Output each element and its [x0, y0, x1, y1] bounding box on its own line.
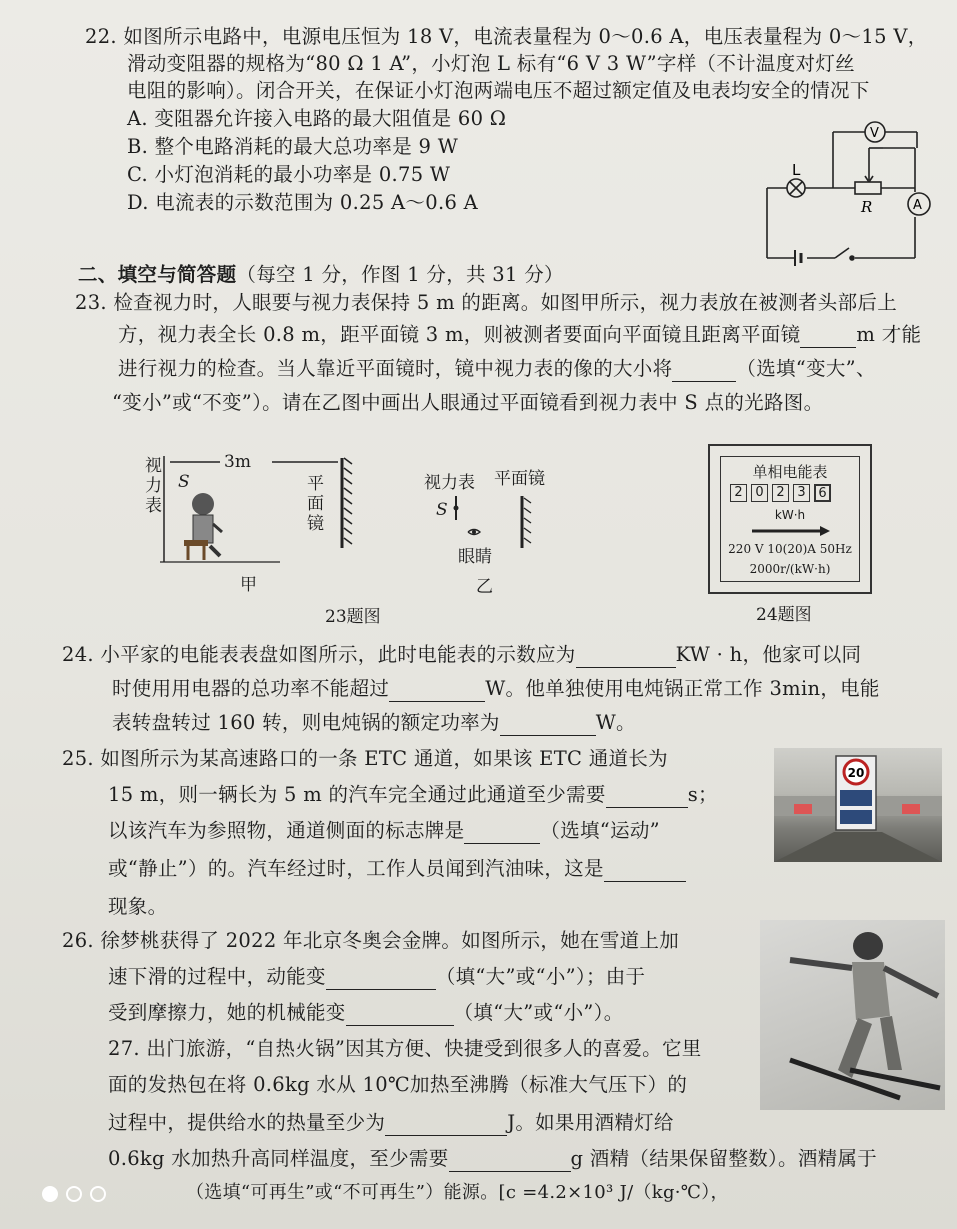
page-dot-2[interactable] — [66, 1186, 82, 1202]
etc-lane-photo — [774, 748, 942, 862]
q23-line-1: 23. 检查视力时，人眼要与视力表保持 5 m 的距离。如图甲所示，视力表放在被测者头部后上 — [75, 291, 898, 314]
fig-jia-caption: 甲 — [240, 575, 257, 595]
fig-jia-chart-label: 视力表 — [145, 456, 162, 516]
q27-line-4-text: 0.6kg 水加热升高同样温度，至少需要 — [108, 1147, 449, 1170]
q27-line-5-text: （选填“可再生”或“不可再生”）能源。[c =4.2×10³ J/（kg·℃）， — [186, 1182, 729, 1203]
q24-line-3 — [112, 710, 636, 736]
q23-line-3-tail: （选填“变大”、 — [736, 357, 876, 380]
q22-line-3: 电阻的影响）。闭合开关，在保证小灯泡两端电压不超过额定值及电表均安全的情况下 — [127, 79, 870, 102]
fig-jia-drawing — [160, 452, 370, 582]
meter-digit-4: 3 — [793, 484, 810, 502]
q27-line-4 — [108, 1146, 877, 1172]
q25-line-4 — [108, 856, 686, 882]
rheostat-label: R — [861, 198, 873, 216]
q24-blank-3[interactable] — [500, 715, 596, 736]
q25-line-3-tail: （选填“运动” — [540, 819, 660, 842]
q23-line-2 — [118, 322, 921, 348]
q27-line-4-tail: g 酒精（结果保留整数）。酒精属于 — [570, 1147, 878, 1170]
q26-line-2-tail: （填“大”或“小”）；由于 — [435, 965, 646, 988]
q24-blank-2[interactable] — [389, 681, 485, 702]
q26-line-2 — [108, 964, 645, 990]
meter-title: 单相电能表 — [752, 463, 828, 481]
q25-blank-2[interactable] — [464, 823, 540, 844]
q27-line-3-text: 过程中，提供给水的热量至少为 — [108, 1111, 386, 1134]
section-2-heading — [78, 262, 564, 288]
q24-blank-1[interactable] — [576, 647, 676, 668]
q23-line-3-text: 进行视力的检查。当人靠近平面镜时，镜中视力表的像的大小将 — [118, 357, 673, 380]
q26-line-3-text: 受到摩擦力，她的机械能变 — [108, 1001, 346, 1024]
page-dot-3[interactable] — [90, 1186, 106, 1202]
fig-yi-chart-label: 视力表 — [424, 473, 475, 493]
lamp-label: L — [792, 161, 801, 179]
q23-blank-2[interactable] — [672, 361, 736, 382]
q26-blank-2[interactable] — [346, 1005, 454, 1026]
q27-line-3 — [108, 1110, 674, 1136]
q25-line-1: 25. 如图所示为某高速路口的一条 ETC 通道，如果该 ETC 通道长为 — [62, 747, 668, 770]
meter-digit-1: 2 — [730, 484, 747, 502]
fig-jia-s-label: S — [178, 472, 190, 492]
q25-line-2-text: 15 m，则一辆长为 5 m 的汽车完全通过此通道至少需要 — [108, 783, 606, 806]
q24-line-3-tail: W。 — [595, 711, 636, 734]
q25-blank-3[interactable] — [604, 861, 686, 882]
q26-line-2-text: 速下滑的过程中，动能变 — [108, 965, 326, 988]
q22-option-a: A. 变阻器允许接入电路的最大阻值是 60 Ω — [127, 107, 507, 130]
q26-line-3 — [108, 1000, 624, 1026]
meter-disc-arrow-icon — [750, 526, 830, 536]
page-dot-1[interactable] — [42, 1186, 58, 1202]
section-2-title: 二、填空与简答题 — [78, 263, 237, 286]
q22-line-1: 22. 如图所示电路中，电源电压恒为 18 V，电流表量程为 0～0.6 A，电压表量程为 0～15 V， — [85, 25, 928, 48]
q27-line-3-tail: J。如果用酒精灯给 — [507, 1111, 674, 1134]
q27-line-5 — [186, 1180, 729, 1206]
meter-digit-5: 6 — [814, 484, 831, 502]
q23-line-2-text: 方，视力表全长 0.8 m，距平面镜 3 m，则被测者要面向平面镜且距离平面镜 — [118, 323, 801, 346]
fig-jia-distance-label: 3m — [224, 452, 251, 472]
q25-line-5: 现象。 — [108, 895, 168, 918]
q22-option-b: B. 整个电路消耗的最大总功率是 9 W — [127, 135, 459, 158]
q26-line-3-tail: （填“大”或“小”）。 — [453, 1001, 624, 1024]
meter-unit: kW·h — [774, 508, 806, 522]
fig-yi-eye-label: 眼睛 — [458, 547, 492, 567]
q25-line-2 — [108, 782, 718, 808]
skier-figure-icon — [760, 920, 945, 1110]
voltmeter-label: V — [870, 126, 879, 141]
meter-spec-2: 2000r/(kW·h) — [749, 562, 831, 576]
q25-line-2-tail: s； — [687, 783, 718, 806]
q25-line-3 — [108, 818, 660, 844]
fig-yi-caption: 乙 — [476, 577, 493, 597]
q23-line-2-tail: m 才能 — [856, 323, 922, 346]
meter-spec-1: 220 V 10(20)A 50Hz — [728, 542, 852, 556]
etc-sign-speed: 20 — [847, 766, 865, 780]
q22-circuit-diagram — [755, 112, 945, 272]
q26-line-1: 26. 徐梦桃获得了 2022 年北京冬奥会金牌。如图所示，她在雪道上加 — [62, 929, 680, 952]
page-indicator — [42, 1186, 106, 1202]
q27-line-1 — [108, 1036, 702, 1062]
q24-figure-caption: 24题图 — [756, 605, 812, 625]
q27-line-2: 面的发热包在将 0.6kg 水从 10℃加热至沸腾（标准大气压下）的 — [108, 1073, 688, 1096]
q27-blank-1[interactable] — [385, 1115, 507, 1136]
ammeter-label: A — [913, 198, 922, 213]
q27-line-1-tail: 它里 — [661, 1037, 702, 1060]
q23-blank-1[interactable] — [800, 327, 856, 348]
skier-photo — [760, 920, 945, 1110]
meter-digit-2: 0 — [751, 484, 768, 502]
fig-yi-mirror-label: 平面镜 — [494, 469, 545, 489]
q24-line-3-text: 表转盘转过 160 转，则电炖锅的额定功率为 — [112, 711, 500, 734]
q22-option-d: D. 电流表的示数范围为 0.25 A～0.6 A — [127, 191, 479, 214]
fig-yi-s-label: S — [436, 500, 448, 520]
section-2-note: （每空 1 分，作图 1 分，共 31 分） — [236, 263, 564, 286]
fig-jia-mirror-label: 平面镜 — [307, 474, 324, 534]
q22-option-c: C. 小灯泡消耗的最小功率是 0.75 W — [127, 163, 451, 186]
q26-blank-1[interactable] — [326, 969, 436, 990]
q27-blank-2[interactable] — [449, 1151, 571, 1172]
q23-line-4: “变小”或“不变”）。请在乙图中画出人眼通过平面镜看到视力表中 S 点的光路图。 — [112, 391, 824, 414]
q23-figure-caption: 23题图 — [325, 607, 381, 627]
q24-line-1 — [62, 642, 861, 668]
electric-meter — [708, 444, 872, 594]
q27-line-1-text: 27. 出门旅游，“自热火锅”因其方便、快捷受到很多人的喜爱。 — [108, 1037, 662, 1060]
meter-digit-3: 2 — [772, 484, 789, 502]
etc-sign-icon — [774, 748, 942, 862]
q25-line-4-text: 或“静止”）的。汽车经过时，工作人员闻到汽油味，这是 — [108, 857, 604, 880]
q24-line-2 — [112, 676, 880, 702]
q24-line-2-text: 时使用用电器的总功率不能超过 — [112, 677, 390, 700]
q25-line-3-text: 以该汽车为参照物，通道侧面的标志牌是 — [108, 819, 465, 842]
q24-line-1-tail: KW · h，他家可以同 — [675, 643, 862, 666]
q25-blank-1[interactable] — [606, 787, 688, 808]
q22-line-2: 滑动变阻器的规格为“80 Ω 1 A”，小灯泡 L 标有“6 V 3 W”字样（不计温度对灯丝 — [127, 52, 855, 75]
q24-line-1-text: 24. 小平家的电能表表盘如图所示，此时电能表的示数应为 — [62, 643, 576, 666]
q23-line-3 — [118, 356, 876, 382]
q24-line-2-tail: W。他单独使用电炖锅正常工作 3min，电能 — [485, 677, 880, 700]
